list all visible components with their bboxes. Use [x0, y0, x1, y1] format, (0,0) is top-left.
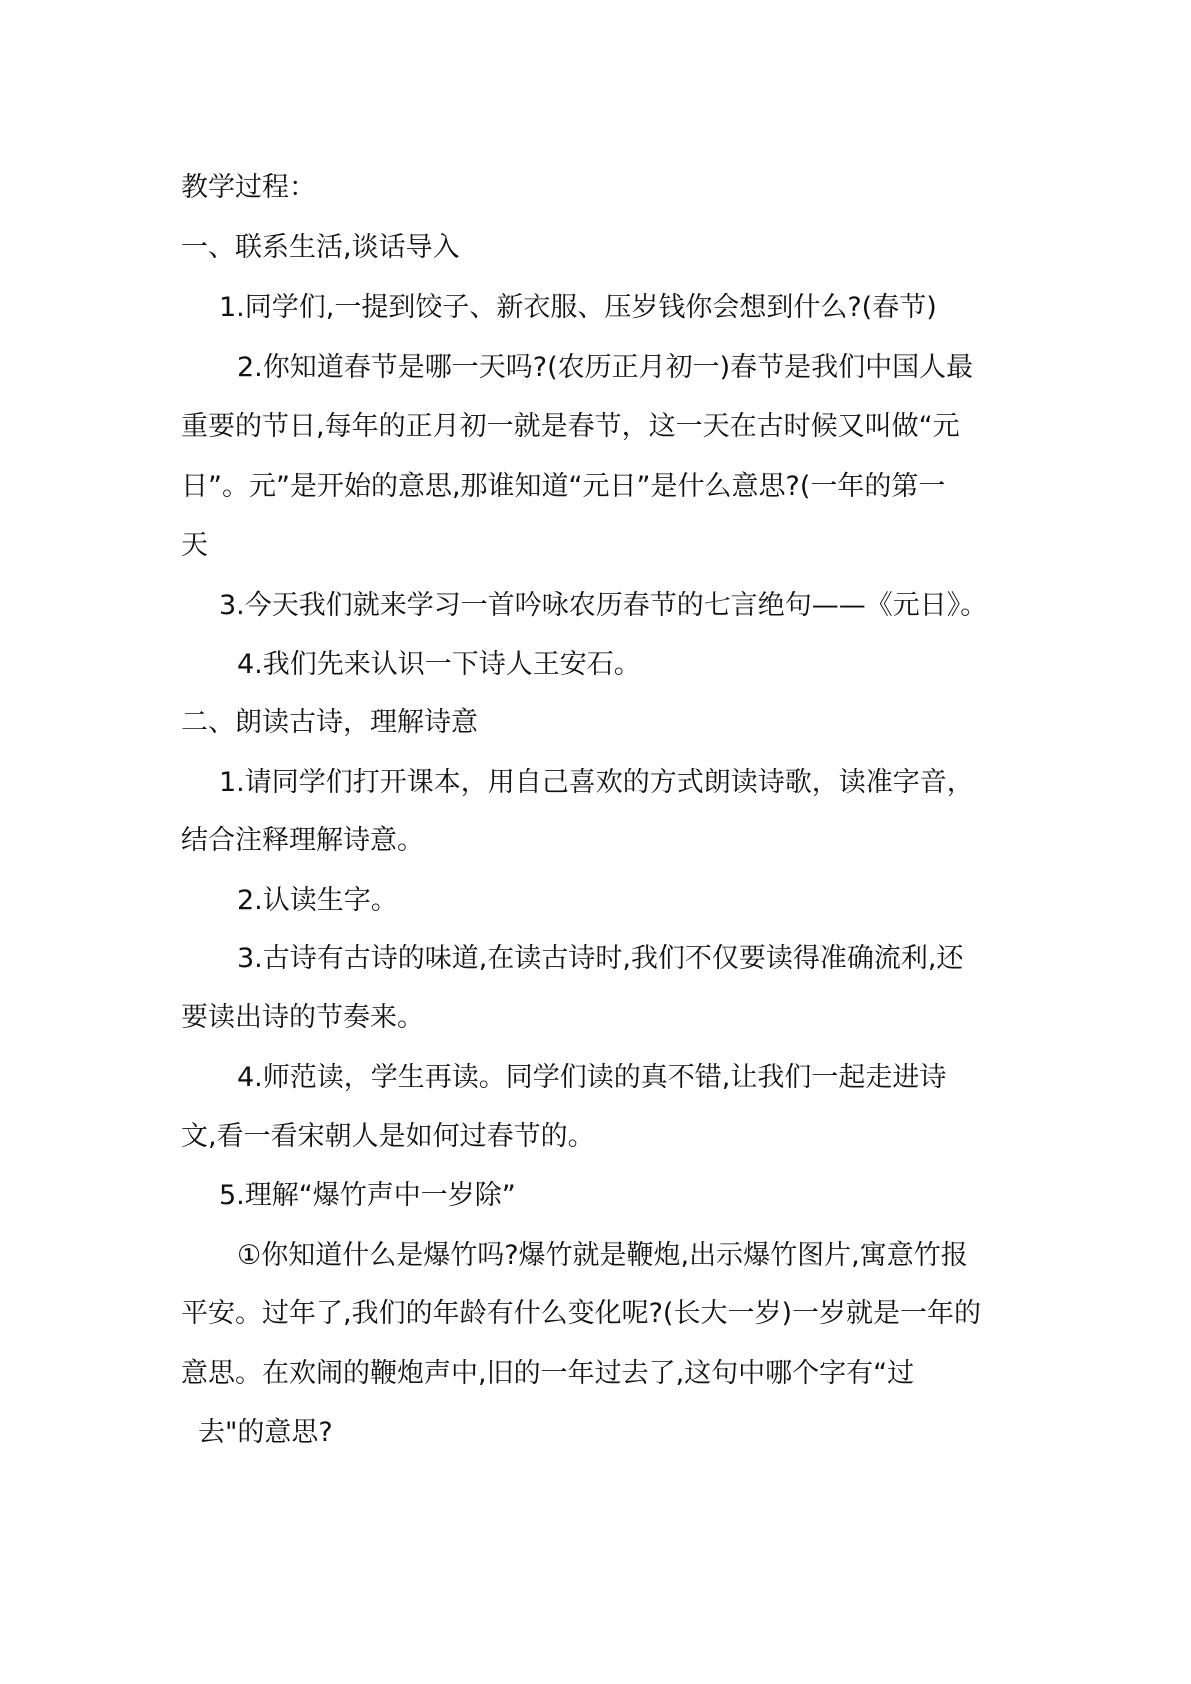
paragraph-line: 3.今天我们就来学习一首吟咏农历春节的七言绝句——《元日》。 — [219, 590, 988, 621]
paragraph-line: 3.古诗有古诗的味道,在读古诗时,我们不仅要读得准确流利,还 — [237, 943, 964, 974]
paragraph-line: 5.理解“爆竹声中一岁除” — [219, 1180, 516, 1211]
paragraph-line: 1.请同学们打开课本，用自己喜欢的方式朗读诗歌，读准字音， — [219, 767, 974, 798]
paragraph-line: 要读出诗的节奏来。 — [181, 1002, 424, 1033]
paragraph-line: 平安。过年了,我们的年龄有什么变化呢?(长大一岁)一岁就是一年的 — [181, 1298, 981, 1329]
section-heading-two: 二、朗读古诗，理解诗意 — [181, 707, 478, 738]
paragraph-line: 去"的意思? — [198, 1417, 333, 1448]
paragraph-line: 4.我们先来认识一下诗人王安石。 — [237, 649, 641, 680]
paragraph-line: ①你知道什么是爆竹吗?爆竹就是鞭炮,出示爆竹图片,寓意竹报 — [237, 1240, 968, 1271]
paragraph-line: 日”。元”是开始的意思,那谁知道“元日”是什么意思?(一年的第一 — [181, 471, 946, 502]
paragraph-line: 文,看一看宋朝人是如何过春节的。 — [181, 1121, 595, 1152]
paragraph-line: 天 — [181, 530, 208, 561]
paragraph-line: 结合注释理解诗意。 — [181, 825, 424, 856]
paragraph-line: 重要的节日,每年的正月初一就是春节，这一天在古时候又叫做“元 — [181, 411, 960, 442]
paragraph-line: 意思。在欢闹的鞭炮声中,旧的一年过去了,这句中哪个字有“过 — [181, 1358, 915, 1389]
section-heading-teaching-process: 教学过程： — [181, 172, 316, 203]
paragraph-line: 4.师范读，学生再读。同学们读的真不错,让我们一起走进诗 — [237, 1062, 947, 1093]
paragraph-line: 2.你知道春节是哪一天吗?(农历正月初一)春节是我们中国人最 — [237, 352, 974, 383]
paragraph-line: 2.认读生字。 — [237, 885, 398, 916]
paragraph-line: 1.同学们,一提到饺子、新衣服、压岁钱你会想到什么?(春节) — [219, 292, 937, 323]
section-heading-one: 一、联系生活,谈话导入 — [181, 232, 460, 263]
